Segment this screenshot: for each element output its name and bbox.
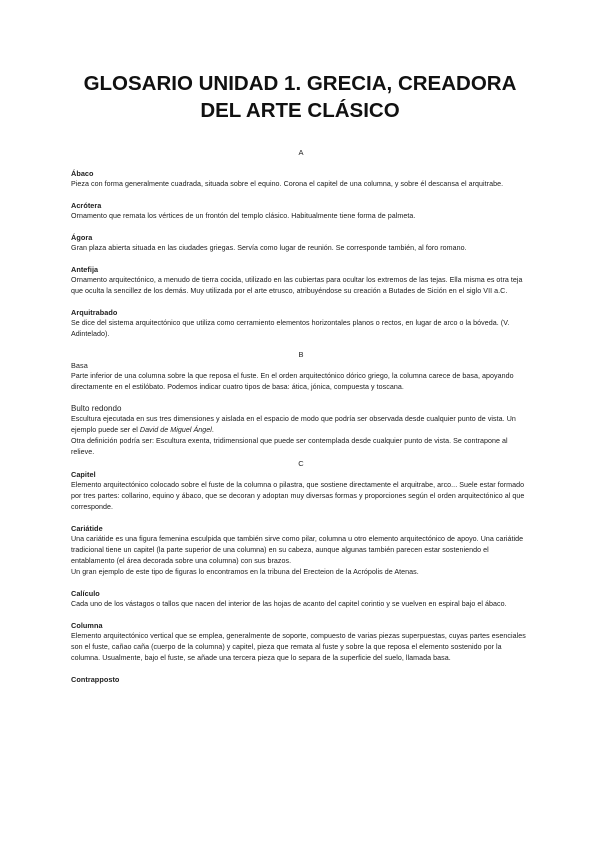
definition-columna <box>71 631 531 664</box>
term-antefija: Antefija <box>71 265 99 274</box>
definition-agora-text: Gran plaza abierta situada en las ciudades griegas. Servía como lugar de reunión. Se corresponde también, al foro romano. <box>71 244 467 252</box>
definition-abaco-text: Pieza con forma generalmente cuadrada, situada sobre el equino. Corona el capitel de una columna, y sobre él descansa el arquitrabe. <box>71 180 504 188</box>
definition-antefija-text: Ornamento arquitectónico, a menudo de tierra cocida, utilizado en las cubiertas para ocultar los extremos de las tejas. Ella misma es otra teja que oculta la sencillez de los demás. Muy utilizada por el arte etrusco, atribuyéndose su creación a Butades de Sición en el siglo VII a.C. <box>71 276 523 295</box>
definition-abaco <box>71 179 531 190</box>
definition-arquitrabado <box>71 318 531 340</box>
definition-basa <box>71 371 531 393</box>
entry-cariatide <box>71 523 531 578</box>
term-bulto-redondo: Bulto redondo <box>71 404 122 413</box>
section-letter-c: C <box>298 459 304 468</box>
entry-capitel <box>71 469 531 513</box>
definition-basa-text: Parte inferior de una columna sobre la que reposa el fuste. En el orden arquitectónico dórico griego, la columna carece de basa, apoyando directamente en el estilóbato. Podemos indicar cuatro tipos de basa: ática, jónica, compuesta y toscana. <box>71 372 514 391</box>
definition-cariatide-example: Un gran ejemplo de este tipo de figuras lo encontramos en la tribuna del Erecteion de la Acrópolis de Atenas. <box>71 568 419 576</box>
entry-abaco <box>71 168 531 190</box>
entry-caliculo <box>71 588 531 610</box>
title-line-2: DEL ARTE CLÁSICO <box>200 99 400 122</box>
definition-caliculo <box>71 599 531 610</box>
page-title <box>60 70 540 124</box>
section-letter-a: A <box>298 148 304 157</box>
definition-antefija <box>71 275 531 297</box>
term-caliculo: Calículo <box>71 589 100 598</box>
title-line-1: GLOSARIO UNIDAD 1. GRECIA, CREADORA <box>83 72 517 95</box>
entry-contrapposto <box>71 674 531 685</box>
section-letter-b: B <box>298 350 304 359</box>
term-contrapposto: Contrapposto <box>71 675 120 684</box>
definition-bulto-example: David de Miguel Ángel <box>139 426 212 434</box>
definition-bulto-redondo-alt: Otra definición podría ser: Escultura exenta, tridimensional que puede ser contemplada desde cualquier punto de vista. Se contrapone al relieve. <box>71 437 508 456</box>
term-capitel: Capitel <box>71 470 96 479</box>
definition-bulto-redondo-text <box>71 414 531 436</box>
entry-antefija <box>71 264 531 297</box>
definition-bulto-redondo <box>71 414 531 458</box>
entry-basa <box>71 360 531 393</box>
term-abaco: Ábaco <box>71 169 94 178</box>
definition-cariatide <box>71 534 531 578</box>
definition-columna-text: Elemento arquitectónico vertical que se emplea, generalmente de soporte, compuesto de varias piezas superpuestas, cuyas partes esenciales son el fuste, cañao caña (cuerpo de la columna) y capitel, pieza que remata al fuste y sobre la que reposa el elemento sostenido por la columna. Usualmente, bajo el fuste, se añade una tercera pieza que lo separa de la superficie del suelo, llamada basa. <box>71 632 526 662</box>
definition-cariatide-text: Una cariátide es una figura femenina esculpida que también sirve como pilar, columna u otro elemento arquitectónico de apoyo. Una cariátide tradicional tiene un capitel (la parte superior de una columna) en su cabeza, aunque algunas también parecen estar sosteniendo el entablamento (el área decorada sobre una columna) con sus brazos. <box>71 535 524 565</box>
entry-columna <box>71 620 531 664</box>
definition-arquitrabado-text: Se dice del sistema arquitectónico que utiliza como cerramiento elementos horizontales planos o rectos, en lugar de arco o la bóveda. (V. Adintelado). <box>71 319 510 338</box>
definition-capitel <box>71 480 531 513</box>
entry-acrotera <box>71 200 531 222</box>
definition-bulto-text-a: Escultura ejecutada en sus tres dimensiones y aislada en el espacio de modo que podría ser observada desde cualquier punto de vista. Un ejemplo puede ser el <box>71 415 516 434</box>
definition-agora <box>71 243 531 254</box>
term-agora: Ágora <box>71 233 93 242</box>
glossary-body <box>71 147 531 685</box>
definition-caliculo-text: Cada uno de los vástagos o tallos que nacen del interior de las hojas de acanto del capitel corintio y se vuelven en espiral bajo el ábaco. <box>71 600 507 608</box>
term-columna: Columna <box>71 621 103 630</box>
definition-acrotera <box>71 211 531 222</box>
entry-agora <box>71 232 531 254</box>
definition-bulto-text-b: . <box>211 426 214 434</box>
entry-arquitrabado <box>71 307 531 340</box>
definition-acrotera-text: Ornamento que remata los vértices de un frontón del templo clásico. Habitualmente tiene forma de palmeta. <box>71 212 416 220</box>
term-cariatide: Cariátide <box>71 524 103 533</box>
term-basa: Basa <box>71 361 88 370</box>
term-arquitrabado: Arquitrabado <box>71 308 118 317</box>
term-acrotera: Acrótera <box>71 201 102 210</box>
definition-capitel-text: Elemento arquitectónico colocado sobre el fuste de la columna o pilastra, que sostiene directamente el arquitrabe, arco... Suele estar formado por tres partes: collarino, equino y ábaco, que se decoran y adoptan muy diversas formas y proporciones según el orden arquitectónico al que corresponde. <box>71 481 525 511</box>
entry-bulto-redondo <box>71 403 531 458</box>
